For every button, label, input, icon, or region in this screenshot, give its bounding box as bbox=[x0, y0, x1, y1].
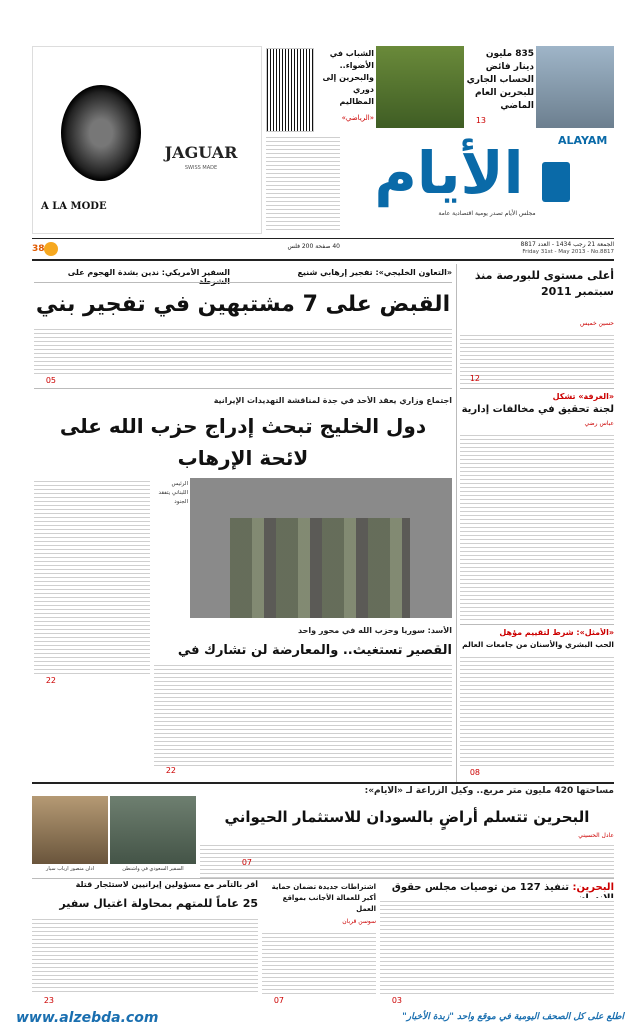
watch-image-icon bbox=[61, 85, 141, 181]
side3-page: 08 bbox=[469, 768, 480, 777]
right-col-divider bbox=[456, 264, 457, 784]
saudi-body bbox=[32, 916, 258, 994]
jobs-author: سوسن قربان bbox=[342, 918, 376, 925]
side-lead-page: 12 bbox=[469, 374, 480, 383]
date-issue: الجمعة 21 رجب 1434 - العدد 8817 bbox=[520, 241, 614, 248]
masthead-emblem bbox=[342, 134, 352, 232]
lead-body bbox=[34, 326, 452, 374]
footer-site[interactable]: www.alzebda.com bbox=[16, 1010, 159, 1026]
logo-ar: الأيام bbox=[374, 139, 524, 207]
gulf-kicker: اجتماع وزاري يعقد الأحد في جدة لمناقشة التهديدات الإيرانية bbox=[213, 396, 452, 405]
date-english: Friday 31st - May 2013 - No.8817 bbox=[522, 249, 614, 255]
saudi-photo-ambassador bbox=[110, 796, 196, 864]
top-strip-item-2[interactable]: السفير الأمريكي: ندين بشدة الهجوم على bbox=[67, 268, 230, 277]
sudan-body bbox=[200, 842, 614, 878]
side2-kicker: «الغرفة» تشكل bbox=[552, 392, 614, 401]
sudan-author: عادل الحسيني bbox=[578, 832, 614, 839]
logo-tagline: مجلس الأيام تصدر يومية اقتصادية عامة bbox=[438, 210, 536, 217]
side-rule-2 bbox=[460, 624, 614, 625]
syria-body bbox=[154, 662, 452, 766]
jobs-headline[interactable]: اشتراطات جديدة تضمان حماية أكبر للعمالة الأجانب بمواقع العمل bbox=[271, 883, 376, 913]
side-lead-body bbox=[460, 332, 614, 386]
lower-rule bbox=[32, 878, 614, 879]
saudi-photo-defendant bbox=[32, 796, 108, 864]
jaguar-ad[interactable] bbox=[32, 46, 262, 234]
teaser-photo-towers bbox=[536, 46, 614, 128]
sudan-headline[interactable]: البحرين تتسلم أراضٍ بالسودان للاستثمار الحيواني bbox=[224, 808, 590, 826]
gulf-headline[interactable]: دول الخليج تبحث إدراج حزب الله على لائحة الإرهاب bbox=[59, 414, 427, 470]
logo-en: ALAYAM bbox=[558, 134, 608, 147]
masthead-logo bbox=[352, 128, 614, 230]
side3-body bbox=[460, 654, 614, 766]
hr-page: 03 bbox=[391, 996, 402, 1005]
side2-headline[interactable]: لجنة تحقيق في مخالفات إدارية bbox=[461, 404, 614, 415]
hr-body bbox=[380, 898, 614, 994]
logo-box-icon bbox=[542, 162, 570, 202]
saudi-caption-1: أدان منصور أرباب سيار bbox=[45, 866, 95, 872]
side3-kicker: «الأمثل»: شرط لتقييم مؤهل bbox=[499, 628, 614, 637]
strip-rule bbox=[34, 282, 452, 283]
date-rule-top bbox=[32, 238, 614, 239]
teaser-photo-football bbox=[376, 46, 464, 128]
ad-brand: JAGUAR bbox=[164, 143, 238, 162]
teaser-economy[interactable]: 835 مليون دينار فائض الحساب الجاري للبحرين العام الماضي bbox=[466, 49, 534, 111]
saudi-caption-2: السفير السعودي في واشنطن bbox=[122, 866, 184, 872]
footer-promo: اطلع على كل الصحف اليومية في موقع واحد "زبدة الأخبار" bbox=[402, 1012, 624, 1022]
hr-title: تنفيذ 127 من توصيات مجلس حقوق bbox=[391, 882, 570, 893]
side2-body bbox=[460, 432, 614, 622]
syria-headline[interactable]: القصير تستغيث.. والمعارضة لن تشارك في bbox=[177, 643, 452, 658]
saudi-page: 23 bbox=[43, 996, 54, 1005]
teaser-sports-section: «الرياضي» bbox=[341, 114, 374, 122]
sudan-kicker: مساحتها 420 مليون متر مربع.. وكيل الزراعة لـ «الأيام»: bbox=[364, 786, 614, 796]
lead-headline[interactable]: القبض على 7 مشتبهين في تفجير بني bbox=[35, 292, 451, 317]
ad-sub: SWISS MADE bbox=[184, 165, 218, 171]
side-rule-1 bbox=[460, 388, 614, 389]
side3-headline[interactable]: الحب البشري والأسنان من جامعات العالم bbox=[462, 640, 614, 649]
syria-kicker: الأسد: سوريا وحزب الله في محور واحد bbox=[298, 626, 452, 635]
soldier-figures bbox=[230, 518, 410, 618]
teaser-sports[interactable]: الشباب في الأضواء.. والبحرين إلى دوري المظاليم bbox=[322, 49, 374, 106]
masthead-contacts bbox=[266, 134, 340, 232]
lead-rule-bottom bbox=[34, 388, 452, 389]
barcode bbox=[266, 48, 314, 132]
hr-kicker: البحرين: bbox=[572, 882, 614, 893]
side-lead-author: حسين خميس bbox=[580, 320, 614, 327]
date-pages: 40 صفحة 200 فلس bbox=[287, 243, 340, 250]
jobs-body bbox=[262, 930, 376, 994]
side-lead-headline[interactable]: أعلى مستوى للبورصة منذ سبتمبر 2011 bbox=[474, 269, 614, 298]
lead-page: 05 bbox=[45, 376, 56, 385]
gulf-page: 22 bbox=[45, 676, 56, 685]
top-strip-item-1[interactable]: «التعاون الخليجي»: تفجير إرهابي شنيع bbox=[297, 268, 452, 277]
footer-banner[interactable] bbox=[0, 1008, 632, 1030]
syria-page: 22 bbox=[165, 766, 176, 775]
side2-author: عباس رضي bbox=[584, 420, 614, 427]
jobs-page: 07 bbox=[273, 996, 284, 1005]
syria-photo bbox=[190, 478, 452, 618]
weather-temp: 38 bbox=[32, 244, 45, 254]
mid-rule bbox=[32, 782, 614, 784]
gulf-body bbox=[34, 478, 150, 674]
weather-icon bbox=[44, 242, 58, 256]
saudi-kicker: أقر بالتآمر مع مسؤولين إيرانيين لاستئجار قتلة bbox=[75, 880, 258, 889]
saudi-headline[interactable]: 25 عاماً للمتهم بمحاولة اغتيال سفير bbox=[59, 897, 258, 910]
syria-photo-caption: الرئيس اللبناني يتفقد الجنود bbox=[158, 481, 188, 505]
date-rule-bottom bbox=[32, 259, 614, 261]
ad-store: A LA MODE bbox=[41, 201, 107, 212]
teaser-economy-page: 13 bbox=[475, 116, 486, 125]
sudan-page: 07 bbox=[241, 858, 252, 867]
